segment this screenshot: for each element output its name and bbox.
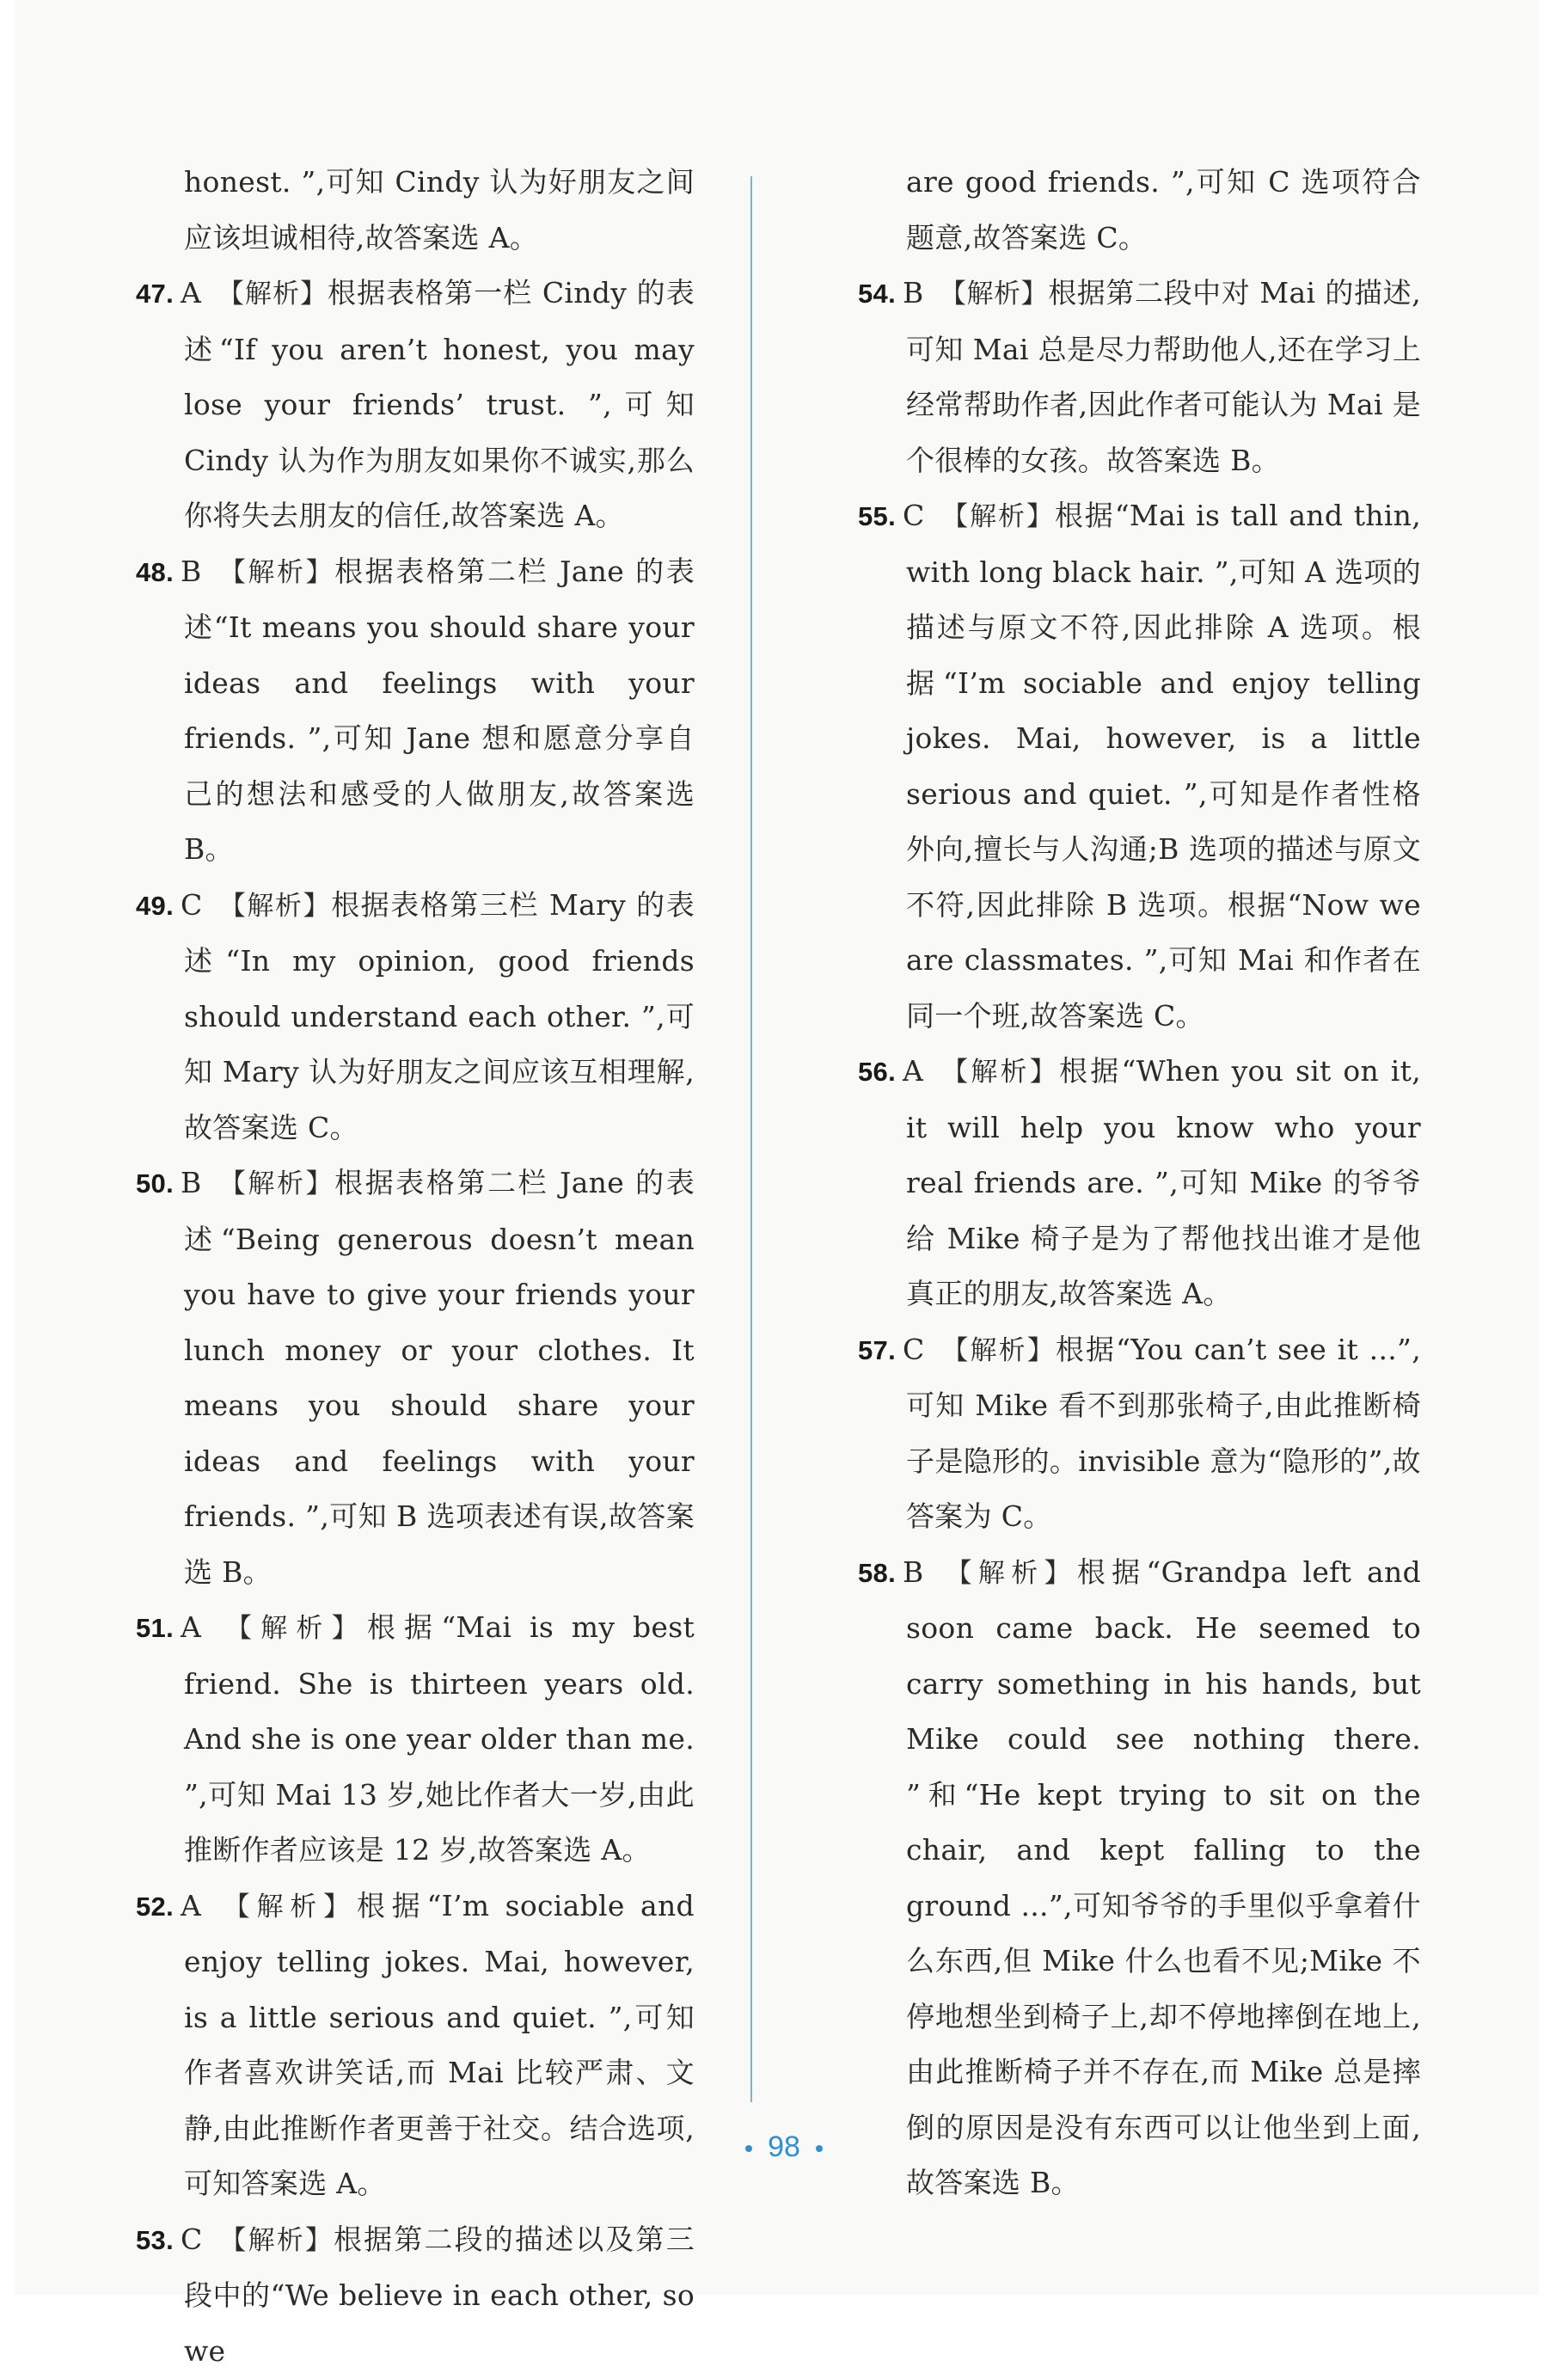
item-number: 52. (136, 1892, 174, 1922)
item-explanation: 根据表格第二栏 Jane 的表述“It means you should share your ideas and feelings with your friends. ”,可知 Jane 想和愿意分享自己的想法和感受的人做朋友,故答案选 B。 (184, 555, 695, 867)
item-explanation: 根据“Grandpa left and soon came back. He seemed to carry something in his hands, but Mike could see nothing there. ”和“He kept trying to sit on the chair, and kept falling to the ground ...”,可知爷爷的手里似乎拿着什么东西,但 Mike 什么也看不见;Mike 不停地想坐到椅子上,却不停地摔倒在地上,由此推断椅子并不存在,而 Mike 总是摔倒的原因是没有东西可以让他坐到上面,故答案选 B。 (906, 1555, 1421, 2200)
item-explanation: 根据表格第三栏 Mary 的表述“In my opinion, good friends should understand each other. ”,可知 Mary 认为好朋友之间应该互相理解,故答案选 C。 (184, 888, 695, 1144)
item-answer: C (181, 888, 203, 922)
item-number: 53. (136, 2225, 174, 2255)
answer-item-47 (136, 266, 695, 544)
item-explanation: 根据“You can’t see it ...”,可知 Mike 看不到那张椅子,由此推断椅子是隐形的。invisible 意为“隐形的”,故答案为 C。 (906, 1333, 1421, 1534)
right-column (858, 155, 1421, 2211)
answer-item-49 (136, 878, 695, 1156)
item-explanation: 根据“I’m sociable and enjoy telling jokes. Mai, however, is a little serious and quiet. ”,可知作者喜欢讲笑话,而 Mai 比较严肃、文静,由此推断作者更善于社交。结合选项,可知答案选 A。 (184, 1889, 695, 2201)
item-explanation: 根据表格第二栏 Jane 的表述“Being generous doesn’t mean you have to give your friends your lunch money or your clothes. It means you should share your ideas and feelings with your friends. ”,可知 B 选项表述有误,故答案选 B。 (184, 1166, 695, 1589)
answer-item-53 (136, 2212, 695, 2379)
item-answer: B (181, 1166, 202, 1199)
answer-item-57 (858, 1322, 1421, 1545)
item-answer: A (181, 1889, 201, 1922)
analysis-tag: 【解析】 (217, 1892, 357, 1922)
item-explanation: 根据第二段的描述以及第三段中的“We believe in each other, so we (184, 2223, 695, 2368)
item-answer: B (903, 1555, 924, 1589)
answer-item-48 (136, 544, 695, 878)
item-answer: B (903, 276, 924, 310)
item-number: 57. (858, 1335, 896, 1365)
item-answer: A (181, 1610, 201, 1644)
item-number: 54. (858, 279, 896, 309)
item-explanation: 根据“Mai is tall and thin, with long black hair. ”,可知 A 选项的描述与原文不符,因此排除 A 选项。根据“I’m sociable and enjoy telling jokes. Mai, however, is a little serious and quiet. ”,可知是作者性格外向,擅长与人沟通;B 选项的描述与原文不符,因此排除 B 选项。根据“Now we are classmates. ”,可知 Mai 和作者在同一个班,故答案选 C。 (906, 499, 1421, 1033)
analysis-tag: 【解析】 (217, 557, 335, 588)
analysis-tag: 【解析】 (939, 1057, 1059, 1088)
item-answer: A (181, 276, 201, 310)
item-explanation: 根据“Mai is my best friend. She is thirteen years old. And she is one year older than me. ”,可知 Mai 13 岁,她比作者大一岁,由此推断作者应该是 12 岁,故答案选 A。 (184, 1610, 695, 1867)
answer-item-58 (858, 1545, 1421, 2211)
analysis-tag: 【解析】 (217, 1613, 367, 1644)
continued-paragraph: honest. ”,可知 Cindy 认为好朋友之间应该坦诚相待,故答案选 A。 (136, 155, 695, 266)
item-explanation: 根据第二段中对 Mai 的描述,可知 Mai 总是尽力帮助他人,还在学习上经常帮助作者,因此作者可能认为 Mai 是个很棒的女孩。故答案选 B。 (906, 276, 1421, 477)
left-column (136, 155, 695, 2379)
item-number: 50. (136, 1168, 174, 1199)
analysis-tag: 【解析】 (940, 279, 1049, 310)
answer-item-50 (136, 1156, 695, 1600)
item-answer: A (903, 1054, 923, 1088)
answer-page (15, 0, 1539, 2295)
item-number: 47. (136, 279, 174, 309)
item-explanation: 根据“When you sit on it, it will help you know who your real friends are. ”,可知 Mike 的爷爷给 Mike 椅子是为了帮他找出谁才是他真正的朋友,故答案选 A。 (906, 1054, 1421, 1310)
item-number: 49. (136, 891, 174, 921)
item-answer: C (181, 2223, 203, 2256)
footer-dot-left (745, 2145, 752, 2152)
item-explanation: 根据表格第一栏 Cindy 的表述“If you aren’t honest, you may lose your friends’ trust. ”,可知 Cindy 认为作为朋友如果你不诚实,那么你将失去朋友的信任,故答案选 A。 (184, 276, 695, 532)
item-number: 56. (858, 1057, 896, 1087)
item-answer: C (903, 499, 925, 532)
answer-item-56 (858, 1044, 1421, 1322)
analysis-tag: 【解析】 (217, 279, 328, 310)
answer-item-55 (858, 488, 1421, 1044)
item-number: 58. (858, 1558, 896, 1588)
item-answer: C (903, 1333, 925, 1366)
analysis-tag: 【解析】 (217, 1168, 335, 1199)
analysis-tag: 【解析】 (218, 2225, 334, 2256)
item-answer: B (181, 555, 202, 588)
answer-item-51 (136, 1600, 695, 1879)
answer-item-54 (858, 266, 1421, 488)
page-footer (0, 2131, 1568, 2164)
analysis-tag: 【解析】 (940, 1335, 1056, 1366)
item-number: 55. (858, 501, 896, 531)
continued-paragraph: are good friends. ”,可知 C 选项符合题意,故答案选 C。 (858, 155, 1421, 266)
footer-dot-right (816, 2145, 823, 2152)
item-number: 48. (136, 557, 174, 587)
column-divider (750, 176, 752, 2102)
analysis-tag: 【解析】 (218, 891, 332, 922)
analysis-tag: 【解析】 (940, 1558, 1077, 1589)
item-number: 51. (136, 1613, 174, 1643)
analysis-tag: 【解析】 (940, 501, 1055, 532)
page-number: 98 (768, 2131, 800, 2163)
